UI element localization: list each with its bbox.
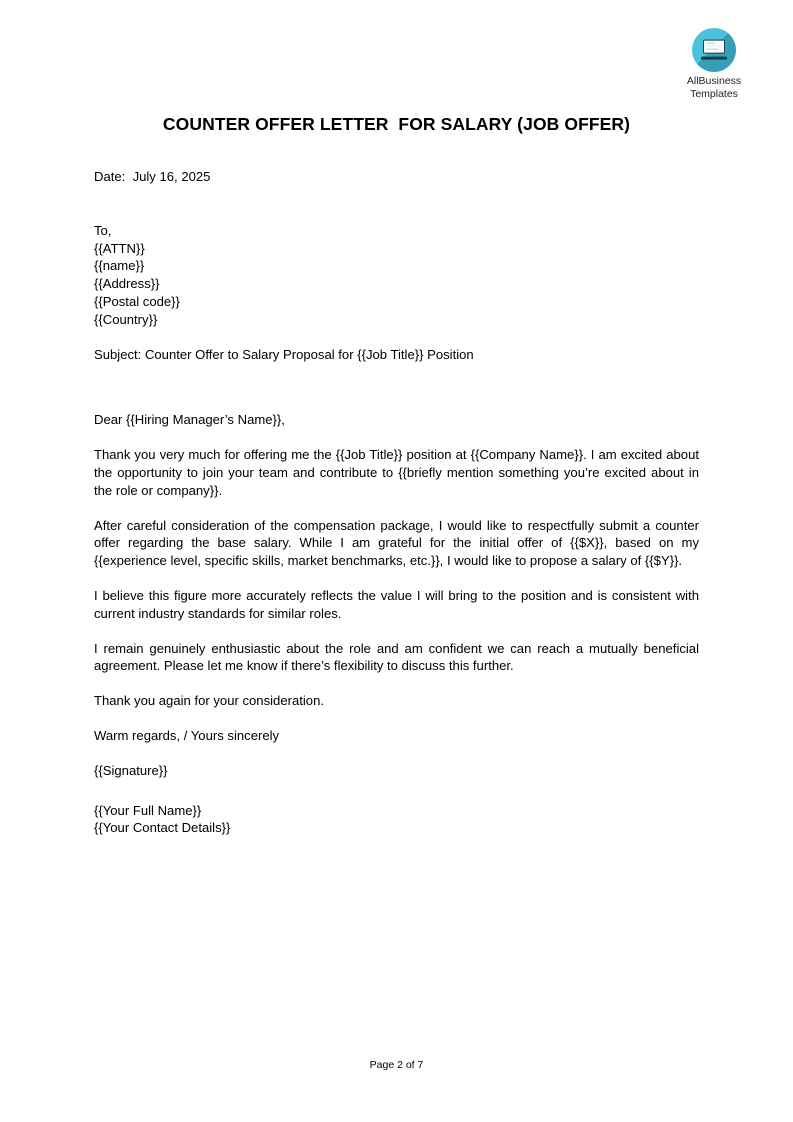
recipient-to: To,	[94, 222, 112, 238]
screen-line	[706, 46, 721, 47]
spacer	[94, 710, 699, 727]
signature-placeholder: {{Signature}}	[94, 762, 168, 778]
page-title: COUNTER OFFER LETTER FOR SALARY (JOB OFFER)	[162, 114, 631, 134]
laptop-glyph	[701, 40, 727, 60]
recipient-address: {{Address}}	[94, 276, 160, 292]
recipient-country: {{Country}}	[94, 311, 158, 327]
letter-body	[94, 168, 699, 837]
brand-logo	[664, 28, 764, 100]
spacer	[94, 363, 699, 411]
salutation: Dear {{Hiring Manager’s Name}},	[94, 412, 285, 428]
spacer	[94, 500, 699, 517]
laptop-screen	[703, 40, 725, 54]
brand-name	[664, 75, 764, 100]
spacer	[94, 429, 699, 446]
spacer	[94, 570, 699, 587]
recipient-name: {{name}}	[94, 258, 145, 274]
laptop-icon	[692, 28, 736, 72]
screen-line	[706, 43, 715, 44]
closing-line: Warm regards, / Yours sincerely	[94, 727, 280, 743]
sender-contact: {{Your Contact Details}}	[94, 820, 231, 836]
spacer	[94, 745, 699, 762]
spacer	[94, 675, 699, 692]
spacer	[94, 623, 699, 640]
screen-line	[706, 49, 719, 50]
recipient-attn: {{ATTN}}	[94, 240, 145, 256]
spacer	[94, 329, 699, 346]
spacer	[94, 780, 699, 802]
spacer	[94, 186, 699, 222]
body-paragraph-3: I believe this figure more accurately reflects the value I will bring to the position and is consistent with current industry standards for similar roles.	[94, 587, 699, 621]
body-paragraph-5: Thank you again for your consideration.	[94, 693, 325, 709]
recipient-postal-code: {{Postal code}}	[94, 293, 180, 309]
date-line: Date: July 16, 2025	[94, 169, 211, 184]
page-footer: Page 2 of 7	[369, 1059, 424, 1071]
sender-name: {{Your Full Name}}	[94, 802, 202, 818]
body-paragraph-1: Thank you very much for offering me the {{Job Title}} position at {{Company Name}}. I am excited about the opportunity to join your team and contribute to {{briefly mention something you’re excited about in the role or company}}.	[94, 447, 699, 498]
body-paragraph-2: After careful consideration of the compensation package, I would like to respectfully submit a counter offer regarding the base salary. While I am grateful for the initial offer of {{$X}}, based on my {{experience level, specific skills, market benchmarks, etc.}}, I would like to propose a salary of {{$Y}}.	[94, 517, 699, 569]
brand-name-line2: Templates	[690, 87, 738, 100]
subject-line: Subject: Counter Offer to Salary Proposal for {{Job Title}} Position	[94, 346, 474, 362]
laptop-base	[701, 57, 727, 60]
body-paragraph-4: I remain genuinely enthusiastic about the role and am confident we can reach a mutually beneficial agreement. Please let me know if there’s flexibility to discuss this further.	[94, 640, 699, 674]
brand-name-line1: AllBusiness	[686, 75, 742, 87]
